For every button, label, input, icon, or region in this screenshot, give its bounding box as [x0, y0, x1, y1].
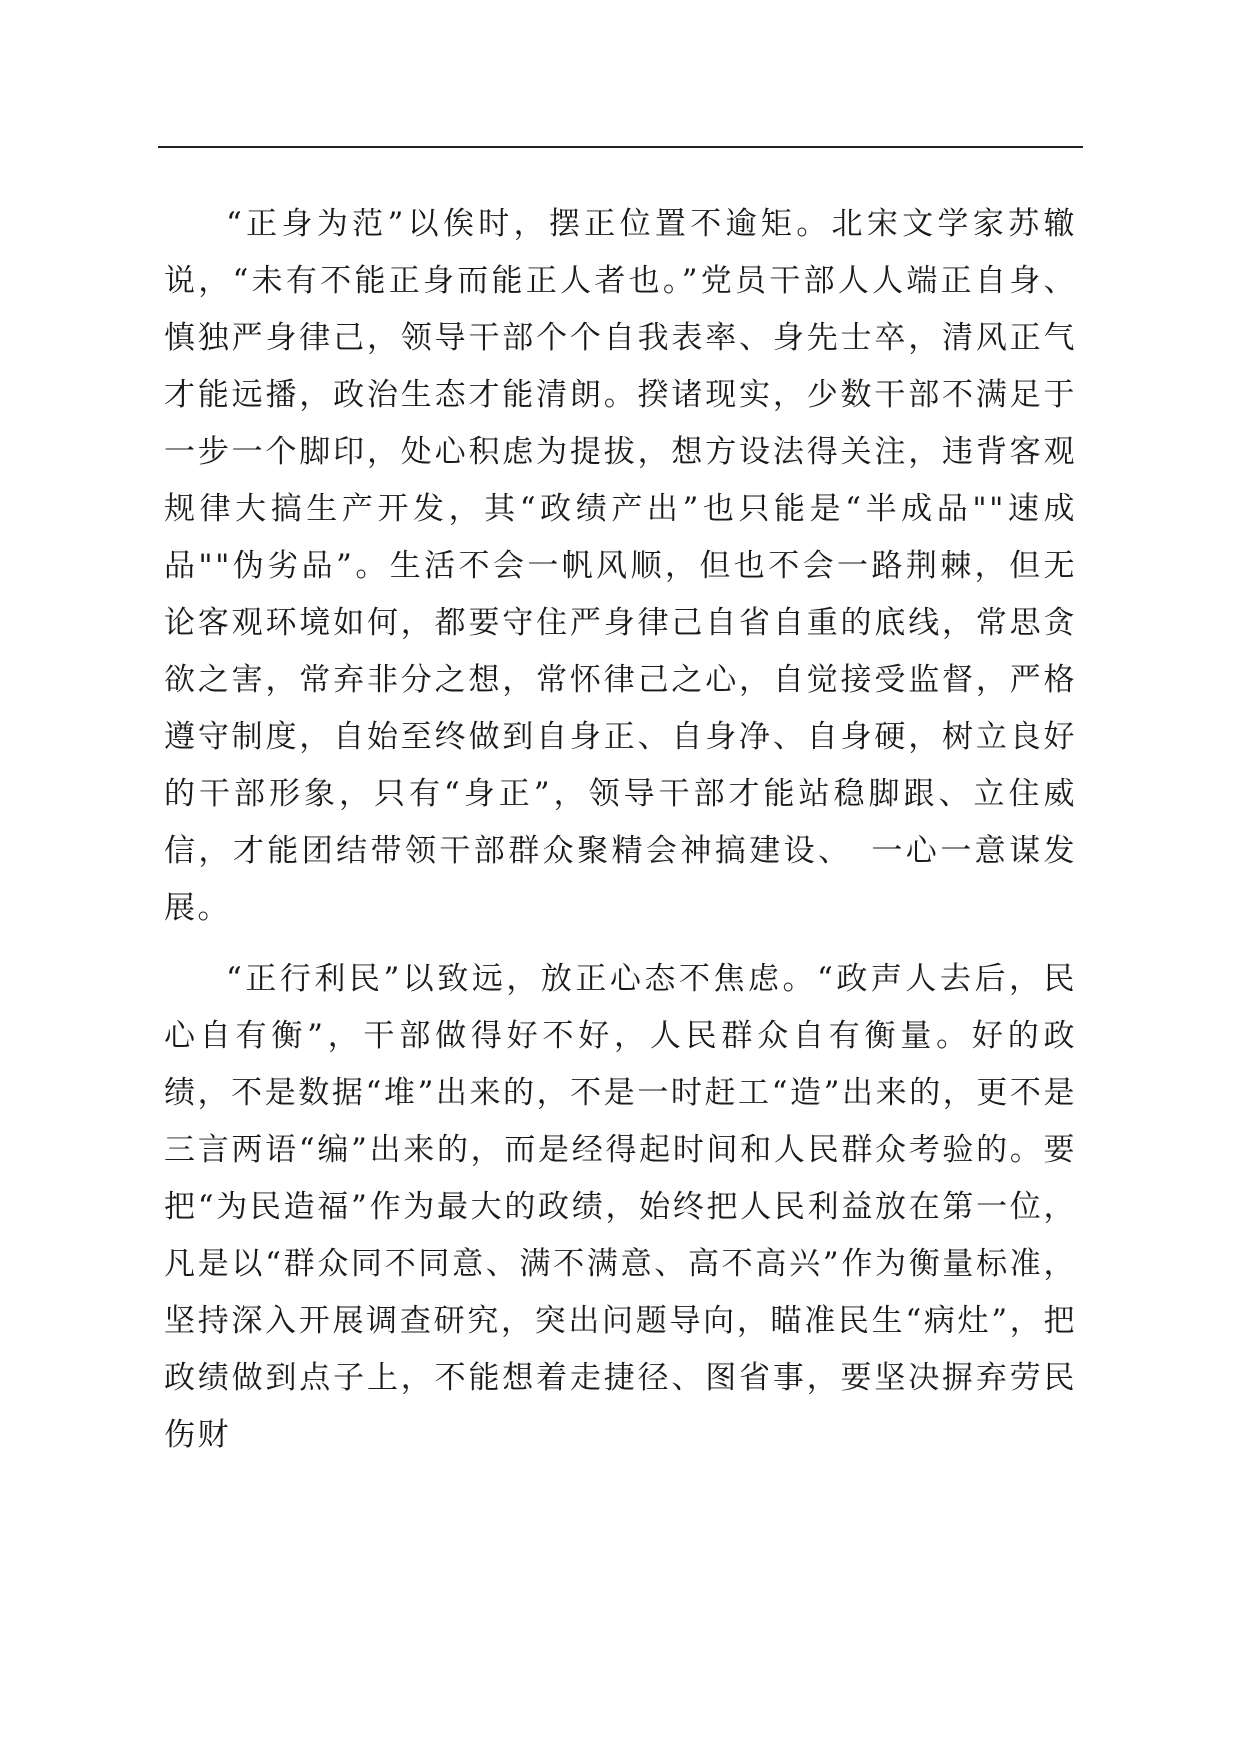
- paragraph-2: “正行利民”以致远，放正心态不焦虑。“政声人去后，民心自有衡”，干部做得好不好，人民群众自有衡量。好的政绩，不是数据“堆”出来的，不是一时赶工“造”出来的，更不是三言两语“编”出来的，而是经得起时间和人民群众考验的。要把“为民造福”作为最大的政绩，始终把人民利益放在第一位，凡是以“群众同不同意、满不满意、高不高兴”作为衡量标准，坚持深入开展调查研究，突出问题导向，瞄准民生“病灶”，把政绩做到点子上，不能想着走捷径、图省事，要坚决摒弃劳民伤财: [164, 961, 1077, 1453]
- paragraph-1: “正身为范”以俟时，摆正位置不逾矩。北宋文学家苏辙说，“未有不能正身而能正人者也。”党员干部人人端正自身、慎独严身律己，领导干部个个自我表率、身先士卒，清风正气才能远播，政治生态才能清朗。揆诸现实，少数干部不满足于一步一个脚印，处心积虑为提拔，想方设法得关注，违背客观规律大搞生产开发，其“政绩产出”也只能是“半成品""速成品""伪劣品”。生活不会一帆风顺，但也不会一路荆棘，但无论客观环境如何，都要守住严身律己自省自重的底线，常思贪欲之害，常弃非分之想，常怀律己之心，自觉接受监督，严格遵守制度，自始至终做到自身正、自身净、自身硬，树立良好的干部形象，只有“身正”，领导干部才能站稳脚跟、立住威信，才能团结带领干部群众聚精会神搞建设、 一心一意谋发展。: [164, 206, 1077, 926]
- document-body: [164, 196, 1077, 1478]
- header-rule: [158, 146, 1083, 148]
